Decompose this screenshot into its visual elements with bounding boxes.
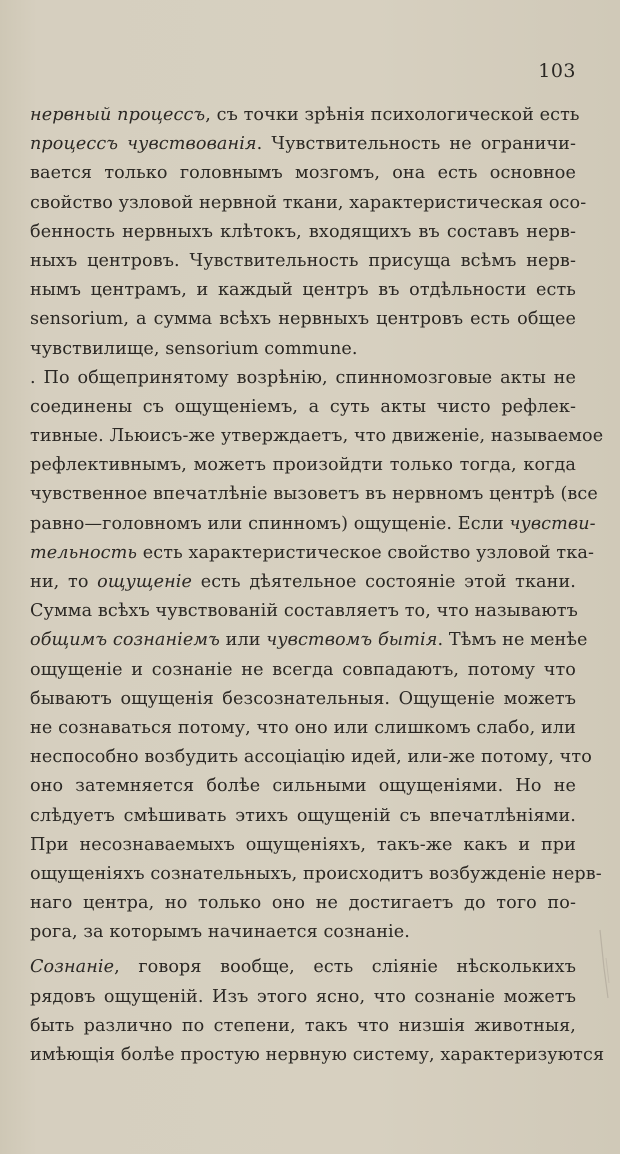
text-segment: имѣющія болѣе простую нервную систему, характеризуются (30, 1045, 605, 1065)
text-segment: . Чувствительность не ограничи- (256, 134, 576, 155)
text-segment: рядовъ ощущеній. Изъ этого ясно, что сознаніе можетъ (30, 986, 576, 1007)
text-segment: чувственное впечатлѣніе вызоветъ въ нервномъ центрѣ (все (30, 484, 598, 505)
text-line (30, 983, 576, 1012)
italic-text: тельность (30, 542, 138, 563)
text-line (30, 393, 576, 422)
text-line (30, 714, 576, 743)
italic-text: процессъ чувствованія (30, 134, 257, 155)
text-segment: чувствилище, sensorium commune. (30, 338, 358, 359)
text-line (30, 335, 576, 364)
text-line (30, 656, 576, 685)
text-segment: есть дѣятельное состояніе этой ткани. (192, 572, 576, 592)
text-segment: тивные. Льюисъ-же утверждаетъ, что движеніе, называемое (30, 426, 604, 447)
body-text (30, 101, 605, 1070)
text-line (30, 247, 576, 276)
text-segment: равно—головномъ или спинномъ) ощущеніе. Если (30, 513, 510, 534)
text-line (30, 889, 576, 918)
text-segment: Сумма всѣхъ чувствованій составляетъ то, что называютъ (30, 601, 578, 622)
text-line (30, 189, 587, 218)
text-segment: наго центра, но только оно не достигаетъ до того по- (30, 893, 576, 914)
text-segment: или (219, 630, 267, 651)
text-segment: оно затемняется болѣе сильными ощущеніями. Но не (30, 776, 576, 797)
text-segment: нымъ центрамъ, и каждый центръ въ отдѣльности есть (30, 280, 576, 301)
text-line (30, 364, 576, 393)
text-line (30, 1041, 605, 1070)
text-line (30, 860, 602, 889)
text-line (30, 510, 596, 539)
text-line (30, 831, 576, 860)
text-line (30, 305, 576, 334)
text-segment: , съ точки зрѣнія психологической есть (205, 105, 580, 125)
text-segment: есть характеристическое свойство узловой тка- (137, 542, 594, 563)
text-segment: рефлективнымъ, можетъ произойдти только тогда, когда (30, 455, 576, 476)
italic-text: чувствомъ бытія (266, 630, 438, 651)
text-line (30, 276, 576, 305)
text-segment: неспособно возбудить ассоціацію идей, или-же потому, что (30, 747, 592, 768)
text-segment: свойство узловой нервной ткани, характеристическая осо- (30, 192, 587, 213)
page-number: 103 (538, 60, 576, 82)
text-segment: При несознаваемыхъ ощущеніяхъ, такъ-же какъ и при (30, 834, 576, 855)
text-line (30, 772, 576, 801)
italic-text: Сознаніе (30, 957, 115, 978)
italic-text: общимъ сознаніемъ (30, 630, 220, 651)
text-line (30, 685, 576, 714)
text-segment: соединены съ ощущеніемъ, а суть акты чисто рефлек- (30, 396, 576, 417)
text-line (30, 130, 576, 159)
text-segment: быть различно по степени, такъ что низшія животныя, (30, 1015, 576, 1036)
text-segment: бываютъ ощущенія безсознательныя. Ощущеніе можетъ (30, 688, 576, 709)
text-line (30, 422, 604, 451)
italic-text: ощущеніе (97, 572, 193, 592)
text-line (30, 480, 598, 509)
text-line (30, 159, 576, 188)
italic-text: чувстви- (509, 513, 596, 534)
text-line (30, 802, 576, 831)
text-line (30, 568, 576, 597)
text-segment: ныхъ центровъ. Чувствительность присуща всѣмъ нерв- (30, 250, 576, 271)
text-segment: . По общепринятому возрѣнію, спинномозговые акты не (30, 367, 576, 388)
text-segment: sensorium, а сумма всѣхъ нервныхъ центровъ есть общее (30, 309, 576, 330)
italic-text: нервный процессъ (30, 105, 206, 125)
text-line (30, 1012, 576, 1041)
text-line (30, 918, 576, 947)
text-line (30, 953, 576, 982)
text-segment: бенность нервныхъ клѣтокъ, входящихъ въ составъ нерв- (30, 221, 576, 242)
text-segment: вается только головнымъ мозгомъ, она есть основное (30, 163, 576, 184)
margin-pencil-mark (597, 928, 611, 1000)
text-segment: слѣдуетъ смѣшивать этихъ ощущеній съ впечатлѣніями. (30, 805, 576, 826)
text-line (30, 218, 576, 247)
text-segment: рога, за которымъ начинается сознаніе. (30, 922, 410, 943)
text-line (30, 597, 576, 626)
text-segment: не сознаваться потому, что оно или слишкомъ слабо, или (30, 717, 576, 738)
text-segment: , говоря вообще, есть сліяніе нѣсколькихъ (114, 957, 576, 978)
text-line (30, 626, 588, 655)
text-segment: ощущеніяхъ сознательныхъ, происходитъ возбужденіе нерв- (30, 863, 602, 884)
text-line (30, 743, 592, 772)
text-line (30, 451, 576, 480)
text-segment: . Тѣмъ не менѣе (437, 630, 588, 651)
text-line (30, 539, 594, 568)
text-segment: ощущеніе и сознаніе не всегда совпадаютъ, потому что (30, 659, 576, 680)
text-segment: ни, то (30, 572, 98, 592)
text-line (30, 101, 580, 130)
